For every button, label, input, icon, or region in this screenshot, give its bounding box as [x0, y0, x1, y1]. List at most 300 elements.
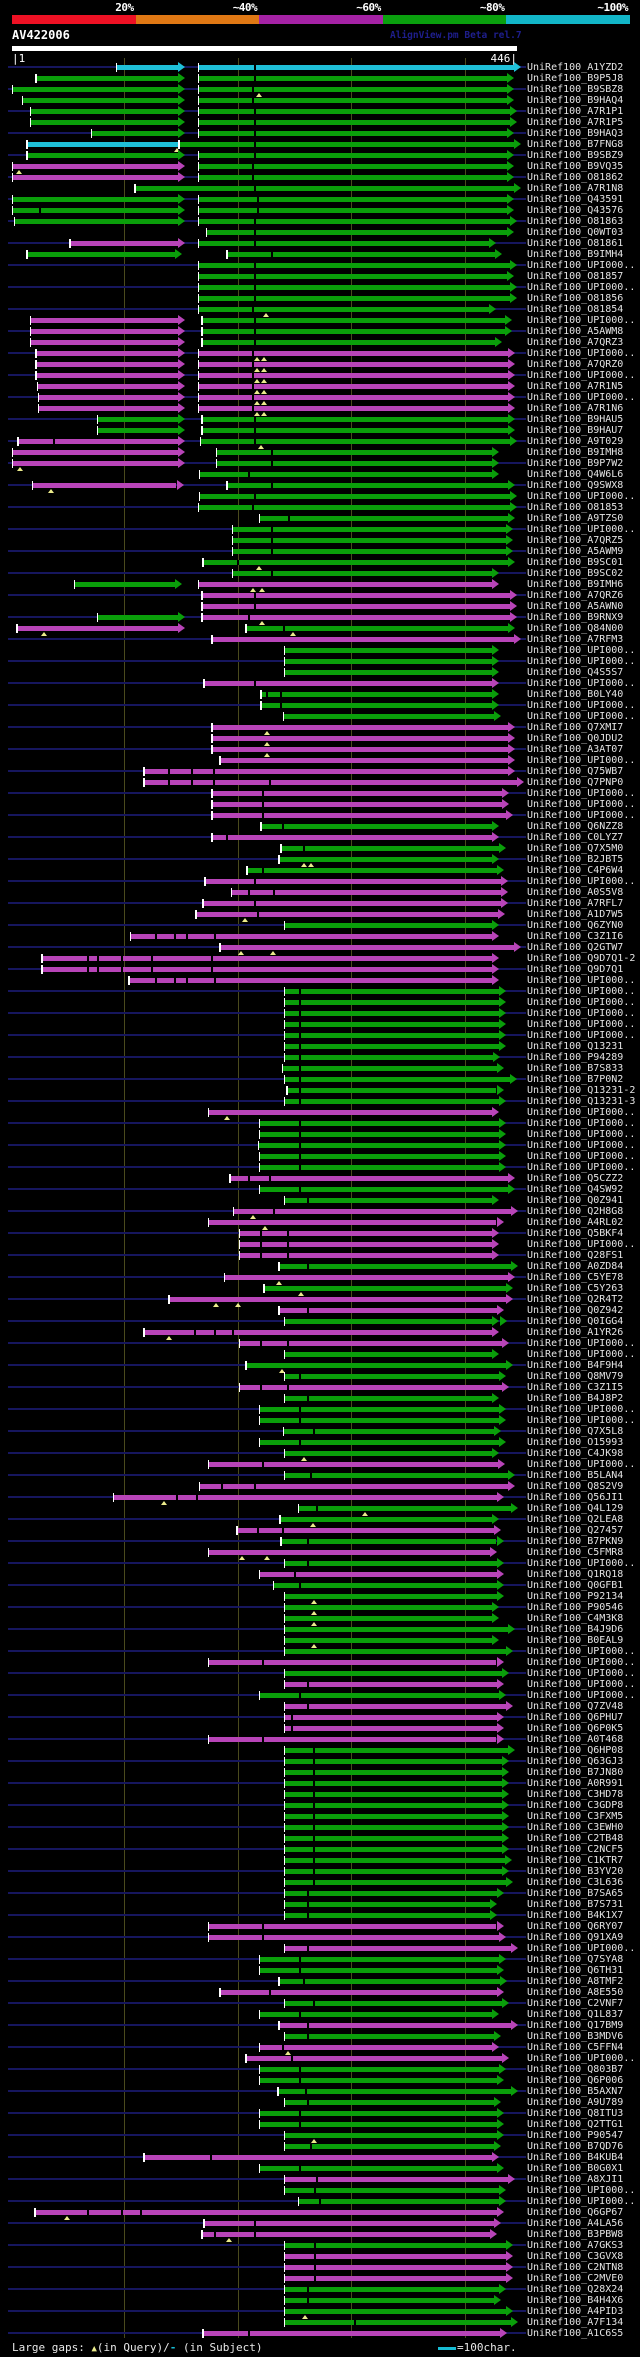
subject-gap-notch	[191, 769, 193, 774]
alignment-bar	[144, 1330, 492, 1335]
segment-start-tick	[32, 481, 34, 490]
direction-arrow-icon	[499, 1371, 506, 1381]
segment-start-tick	[91, 129, 93, 138]
alignment-bar	[284, 1319, 492, 1324]
hit-label: UniRef100_UPI000..	[527, 1657, 636, 1668]
query-gap-marker	[261, 390, 267, 394]
direction-arrow-icon	[497, 1734, 504, 1744]
subject-gap-notch	[252, 505, 254, 510]
segment-start-tick	[239, 1251, 241, 1260]
alignment-bar	[198, 109, 510, 114]
alignment-bar	[283, 714, 494, 719]
alignment-bar	[198, 384, 508, 389]
direction-arrow-icon	[502, 799, 509, 809]
alignment-bar	[30, 318, 178, 323]
subject-gap-notch	[313, 1869, 315, 1874]
direction-arrow-icon	[178, 150, 185, 160]
subject-gap-notch	[252, 351, 254, 356]
subject-gap-notch	[39, 208, 41, 213]
direction-arrow-icon	[506, 1877, 513, 1887]
subject-gap-notch	[252, 395, 254, 400]
hit-label: UniRef100_C5Y263	[527, 1283, 624, 1294]
query-gap-marker	[290, 632, 296, 636]
alignment-bar	[212, 747, 508, 752]
segment-start-tick	[284, 2241, 286, 2250]
segment-start-tick	[128, 976, 130, 985]
hit-label: UniRef100_B7SA65	[527, 1888, 624, 1899]
alignment-bar	[284, 1759, 502, 1764]
query-gap-marker	[311, 1644, 317, 1648]
direction-arrow-icon	[178, 392, 185, 402]
segment-start-tick	[116, 63, 118, 72]
alignment-bar	[202, 318, 505, 323]
hit-label: UniRef100_UPI000..	[527, 392, 636, 403]
direction-arrow-icon	[502, 1668, 509, 1678]
hit-label: UniRef100_UPI000..	[527, 1690, 636, 1701]
subject-gap-notch	[307, 2287, 309, 2292]
segment-start-tick	[278, 1306, 280, 1315]
segment-start-tick	[284, 1900, 286, 1909]
direction-arrow-icon	[492, 1393, 499, 1403]
direction-arrow-icon	[178, 315, 185, 325]
direction-arrow-icon	[499, 2196, 506, 2206]
hit-label: UniRef100_Q6ZYN0	[527, 920, 624, 931]
subject-gap-notch	[257, 208, 259, 213]
hit-label: UniRef100_Q7ZV48	[527, 1701, 624, 1712]
segment-start-tick	[97, 613, 99, 622]
hit-label: UniRef100_Q7SYA8	[527, 1954, 624, 1965]
hit-label: UniRef100_UPI000..	[527, 1239, 636, 1250]
subject-gap-notch	[299, 1121, 301, 1126]
subject-gap-notch	[214, 1330, 216, 1335]
query-gap-marker	[161, 1501, 167, 1505]
segment-start-tick	[202, 558, 204, 567]
segment-start-tick	[198, 74, 200, 83]
alignment-bar	[212, 835, 492, 840]
direction-arrow-icon	[494, 1525, 501, 1535]
subject-gap-notch	[294, 1572, 296, 1577]
subject-gap-notch	[291, 2056, 293, 2061]
alignment-bar	[30, 329, 178, 334]
segment-start-tick	[259, 1691, 261, 1700]
alignment-bar	[284, 1704, 505, 1709]
query-gap-marker	[276, 1281, 282, 1285]
subject-gap-notch	[303, 846, 305, 851]
alignment-bar	[284, 1594, 496, 1599]
segment-start-tick	[259, 2043, 261, 2052]
alignment-bar	[284, 2265, 505, 2270]
alignment-bar	[144, 780, 517, 785]
alignment-bar	[279, 2023, 512, 2028]
segment-start-tick	[30, 338, 32, 347]
direction-arrow-icon	[511, 2020, 518, 2030]
alignment-bar	[281, 1539, 497, 1544]
alignment-bar	[284, 2298, 494, 2303]
direction-arrow-icon	[178, 348, 185, 358]
hit-label: UniRef100_Q13231-2	[527, 1085, 636, 1096]
segment-start-tick	[284, 1559, 286, 1568]
subject-gap-notch	[299, 1132, 301, 1137]
direction-arrow-icon	[505, 326, 512, 336]
segment-start-tick	[259, 2120, 261, 2129]
subject-gap-notch	[260, 1231, 262, 1236]
subject-gap-notch	[257, 1528, 259, 1533]
segment-start-tick	[198, 239, 200, 248]
scale-segment	[12, 15, 136, 24]
segment-start-tick	[211, 723, 213, 732]
scale-label: ~40%	[232, 1, 258, 14]
segment-start-tick	[284, 1075, 286, 1084]
segment-start-tick	[198, 195, 200, 204]
alignment-bar	[284, 1011, 499, 1016]
direction-arrow-icon	[499, 1954, 506, 1964]
query-gap-marker	[226, 2238, 232, 2242]
hit-label: UniRef100_P94289	[527, 1052, 624, 1063]
hit-label: UniRef100_Q9D7Q1	[527, 964, 624, 975]
subject-gap-notch	[313, 1880, 315, 1885]
hit-label: UniRef100_O81863	[527, 216, 624, 227]
hit-label: UniRef100_Q13231	[527, 1041, 624, 1052]
subject-gap-notch	[287, 1341, 289, 1346]
subject-gap-notch	[248, 890, 250, 895]
direction-arrow-icon	[508, 480, 515, 490]
direction-arrow-icon	[492, 1250, 499, 1260]
alignment-bar	[97, 428, 178, 433]
direction-arrow-icon	[490, 1910, 497, 1920]
alignment-bar	[198, 505, 510, 510]
hit-label: UniRef100_UPI000..	[527, 788, 636, 799]
subject-gap-notch	[260, 1253, 262, 1258]
subject-gap-notch	[313, 1759, 315, 1764]
alignment-bar	[239, 1231, 492, 1236]
hit-label: UniRef100_UPI000..	[527, 348, 636, 359]
segment-start-tick	[30, 327, 32, 336]
alignment-bar	[279, 1979, 500, 1984]
query-gap-marker	[285, 2051, 291, 2055]
segment-start-tick	[198, 206, 200, 215]
subject-gap-notch	[313, 2001, 315, 2006]
subject-gap-notch	[121, 967, 123, 972]
subject-gap-notch	[194, 1330, 196, 1335]
subject-gap-notch	[213, 769, 215, 774]
hit-label: UniRef100_C0LYZ7	[527, 832, 624, 843]
alignment-bar	[284, 989, 499, 994]
direction-arrow-icon	[492, 1448, 499, 1458]
subject-gap-notch	[186, 934, 188, 939]
segment-start-tick	[41, 954, 43, 963]
hit-label: UniRef100_P90547	[527, 2130, 624, 2141]
segment-start-tick	[284, 2142, 286, 2151]
segment-start-tick	[201, 602, 203, 611]
hit-label: UniRef100_O81856	[527, 293, 624, 304]
alignment-bar	[284, 1682, 496, 1687]
segment-start-tick	[231, 888, 233, 897]
subject-gap-notch	[254, 329, 256, 334]
segment-start-tick	[198, 107, 200, 116]
segment-start-tick	[198, 503, 200, 512]
alignment-bar	[212, 736, 508, 741]
segment-start-tick	[199, 470, 201, 479]
query-gap-marker	[261, 379, 267, 383]
direction-arrow-icon	[499, 1140, 506, 1150]
query-gap-marker	[310, 1523, 316, 1527]
hit-label: UniRef100_C4JK98	[527, 1448, 624, 1459]
hit-label: UniRef100_UPI000..	[527, 524, 636, 535]
alignment-bar	[284, 1814, 502, 1819]
direction-arrow-icon	[492, 920, 499, 930]
direction-arrow-icon	[506, 2262, 513, 2272]
alignment-bar	[116, 65, 177, 70]
segment-start-tick	[74, 580, 76, 589]
hit-label: UniRef100_B3PBW8	[527, 2229, 624, 2240]
alignment-bar	[97, 615, 178, 620]
segment-start-tick	[97, 415, 99, 424]
direction-arrow-icon	[492, 458, 499, 468]
segment-start-tick	[216, 448, 218, 457]
alignment-bar	[259, 1154, 498, 1159]
alignment-bar	[259, 1132, 498, 1137]
direction-arrow-icon	[499, 1118, 506, 1128]
direction-arrow-icon	[499, 1151, 506, 1161]
alignment-bar	[259, 1187, 508, 1192]
scale-label: ~80%	[479, 1, 505, 14]
direction-arrow-icon	[497, 2075, 504, 2085]
subject-gap-notch	[305, 2089, 307, 2094]
segment-start-tick	[224, 1273, 226, 1282]
subject-gap-notch	[299, 1044, 301, 1049]
hit-label: UniRef100_Q8MV79	[527, 1371, 624, 1382]
segment-start-tick	[199, 1482, 201, 1491]
segment-start-tick	[208, 1108, 210, 1117]
query-gap-marker	[256, 566, 262, 570]
segment-start-tick	[284, 1394, 286, 1403]
segment-start-tick	[30, 107, 32, 116]
subject-gap-notch	[254, 109, 256, 114]
query-gap-marker	[166, 1336, 172, 1340]
subject-gap-notch	[254, 340, 256, 345]
segment-start-tick	[245, 1361, 247, 1370]
query-gap-marker	[261, 401, 267, 405]
hit-label: UniRef100_Q6PHU7	[527, 1712, 624, 1723]
query-gap-marker	[242, 918, 248, 922]
alignment-bar	[220, 945, 514, 950]
segment-start-tick	[12, 162, 14, 171]
subject-gap-notch	[291, 1715, 293, 1720]
segment-start-tick	[284, 1889, 286, 1898]
segment-start-tick	[282, 1064, 284, 1073]
hit-label: UniRef100_B0G0X1	[527, 2163, 624, 2174]
segment-start-tick	[198, 294, 200, 303]
subject-gap-notch	[252, 373, 254, 378]
subject-gap-notch	[307, 1704, 309, 1709]
hit-label: UniRef100_P90546	[527, 1602, 624, 1613]
segment-start-tick	[259, 1966, 261, 1975]
segment-start-tick	[198, 393, 200, 402]
subject-gap-notch	[299, 1088, 301, 1093]
direction-arrow-icon	[510, 491, 517, 501]
hit-label: UniRef100_C4P6W4	[527, 865, 624, 876]
hit-label: UniRef100_B7S731	[527, 1899, 624, 1910]
hit-label: UniRef100_B7FNG8	[527, 139, 624, 150]
direction-arrow-icon	[492, 1107, 499, 1117]
hit-label: UniRef100_UPI000..	[527, 645, 636, 656]
subject-gap-notch	[121, 2210, 123, 2215]
segment-start-tick	[219, 756, 221, 765]
subject-gap-notch	[313, 1748, 315, 1753]
subject-gap-notch	[313, 1847, 315, 1852]
segment-start-tick	[280, 1537, 282, 1546]
alignment-bar	[206, 230, 507, 235]
direction-arrow-icon	[508, 403, 515, 413]
direction-arrow-icon	[502, 1778, 509, 1788]
hit-label: UniRef100_B9SC02	[527, 568, 624, 579]
alignment-bar	[259, 2045, 492, 2050]
subject-gap-notch	[299, 2067, 301, 2072]
alignment-bar	[284, 1847, 502, 1852]
segment-start-tick	[198, 404, 200, 413]
subject-gap-notch	[210, 2155, 212, 2160]
direction-arrow-icon	[492, 1316, 499, 1326]
segment-start-tick	[284, 1878, 286, 1887]
query-gap-marker	[261, 357, 267, 361]
hit-label: UniRef100_A0S5V8	[527, 887, 624, 898]
subject-gap-notch	[254, 296, 256, 301]
hit-label: UniRef100_Q0Z942	[527, 1305, 624, 1316]
subject-gap-notch	[248, 472, 250, 477]
segment-start-tick	[277, 2087, 279, 2096]
segment-start-tick	[284, 2296, 286, 2305]
alignment-bar	[261, 703, 493, 708]
direction-arrow-icon	[510, 282, 517, 292]
segment-start-tick	[284, 1317, 286, 1326]
hit-label: UniRef100_Q9SWX8	[527, 480, 624, 491]
alignment-bar	[202, 428, 508, 433]
alignment-bar	[198, 120, 510, 125]
alignment-bar	[198, 362, 508, 367]
hit-label: UniRef100_C5FMR8	[527, 1547, 624, 1558]
hit-label: UniRef100_Q4L129	[527, 1503, 624, 1514]
segment-start-tick	[232, 569, 234, 578]
alignment-bar	[30, 120, 178, 125]
gap-legend-prefix: Large gaps:	[12, 2341, 92, 2354]
direction-arrow-icon	[494, 2218, 501, 2228]
query-gap-marker	[254, 412, 260, 416]
alignment-bar	[284, 1836, 502, 1841]
alignment-bar	[284, 1913, 489, 1918]
hit-label: UniRef100_O81857	[527, 271, 624, 282]
segment-start-tick	[284, 1031, 286, 1040]
scale-unit-swatch-icon	[438, 2347, 456, 2350]
query-gap-marker	[48, 489, 54, 493]
alignment-bar	[282, 1066, 497, 1071]
subject-gap-notch	[254, 318, 256, 323]
segment-start-tick	[199, 492, 201, 501]
subject-gap-notch	[288, 516, 290, 521]
subject-gap-notch	[248, 1176, 250, 1181]
alignment-bar	[70, 241, 178, 246]
direction-arrow-icon	[506, 1283, 513, 1293]
segment-start-tick	[22, 96, 24, 105]
direction-arrow-icon	[495, 249, 502, 259]
hit-label: UniRef100_Q2H8G8	[527, 1206, 624, 1217]
subject-gap-notch	[271, 461, 273, 466]
hit-label: UniRef100_C3HD78	[527, 1789, 624, 1800]
subject-gap-notch	[262, 1660, 264, 1665]
segment-start-tick	[260, 690, 262, 699]
segment-start-tick	[284, 2318, 286, 2327]
direction-arrow-icon	[510, 106, 517, 116]
segment-start-tick	[259, 1405, 261, 1414]
segment-start-tick	[198, 173, 200, 182]
segment-start-tick	[113, 1493, 115, 1502]
direction-arrow-icon	[492, 2042, 499, 2052]
hit-label: UniRef100_B9HAQ4	[527, 95, 624, 106]
segment-start-tick	[284, 1801, 286, 1810]
segment-start-tick	[232, 525, 234, 534]
segment-start-tick	[284, 987, 286, 996]
hit-label: UniRef100_B9SBZ9	[527, 150, 624, 161]
query-gap-marker	[254, 390, 260, 394]
hit-label: UniRef100_UPI000..	[527, 1668, 636, 1679]
alignment-bar	[36, 351, 178, 356]
subject-gap-notch	[269, 1990, 271, 1995]
segment-start-tick	[284, 1713, 286, 1722]
hit-label: UniRef100_Q1L837	[527, 2009, 624, 2020]
alignment-bar	[212, 725, 508, 730]
segment-start-tick	[283, 1427, 285, 1436]
alignment-bar	[113, 1495, 497, 1500]
direction-arrow-icon	[499, 1030, 506, 1040]
subject-gap-notch	[299, 1033, 301, 1038]
segment-start-tick	[34, 2208, 36, 2217]
hit-label: UniRef100_Q2LEA8	[527, 1514, 624, 1525]
alignment-bar	[97, 417, 178, 422]
direction-arrow-icon	[178, 128, 185, 138]
alignment-bar	[212, 791, 503, 796]
direction-arrow-icon	[497, 1591, 504, 1601]
subject-gap-notch	[237, 560, 239, 565]
subject-gap-notch	[260, 1385, 262, 1390]
query-gap-marker	[239, 1556, 245, 1560]
alignment-bar	[14, 219, 177, 224]
alignment-bar	[227, 252, 496, 257]
hit-label: UniRef100_Q56JI1	[527, 1492, 624, 1503]
query-gap-marker	[298, 1292, 304, 1296]
direction-arrow-icon	[490, 1899, 497, 1909]
segment-start-tick	[284, 1196, 286, 1205]
segment-start-tick	[229, 1174, 231, 1183]
query-gap-marker	[262, 1226, 268, 1230]
hit-label: UniRef100_Q4SW92	[527, 1184, 624, 1195]
query-gap-marker	[250, 588, 256, 592]
subject-gap-notch	[299, 1374, 301, 1379]
segment-start-tick	[273, 1581, 275, 1590]
alignment-bar	[259, 1418, 498, 1423]
segment-start-tick	[259, 1119, 261, 1128]
direction-arrow-icon	[514, 942, 521, 952]
subject-gap-notch	[257, 197, 259, 202]
subject-gap-notch	[252, 384, 254, 389]
segment-start-tick	[232, 547, 234, 556]
segment-start-tick	[201, 316, 203, 325]
alignment-bar	[91, 131, 177, 136]
hit-label: UniRef100_UPI000..	[527, 755, 636, 766]
alignment-bar	[216, 450, 492, 455]
segment-start-tick	[226, 250, 228, 259]
alignment-bar	[204, 681, 492, 686]
segment-start-tick	[201, 415, 203, 424]
hit-label: UniRef100_C3Z1I5	[527, 1382, 624, 1393]
